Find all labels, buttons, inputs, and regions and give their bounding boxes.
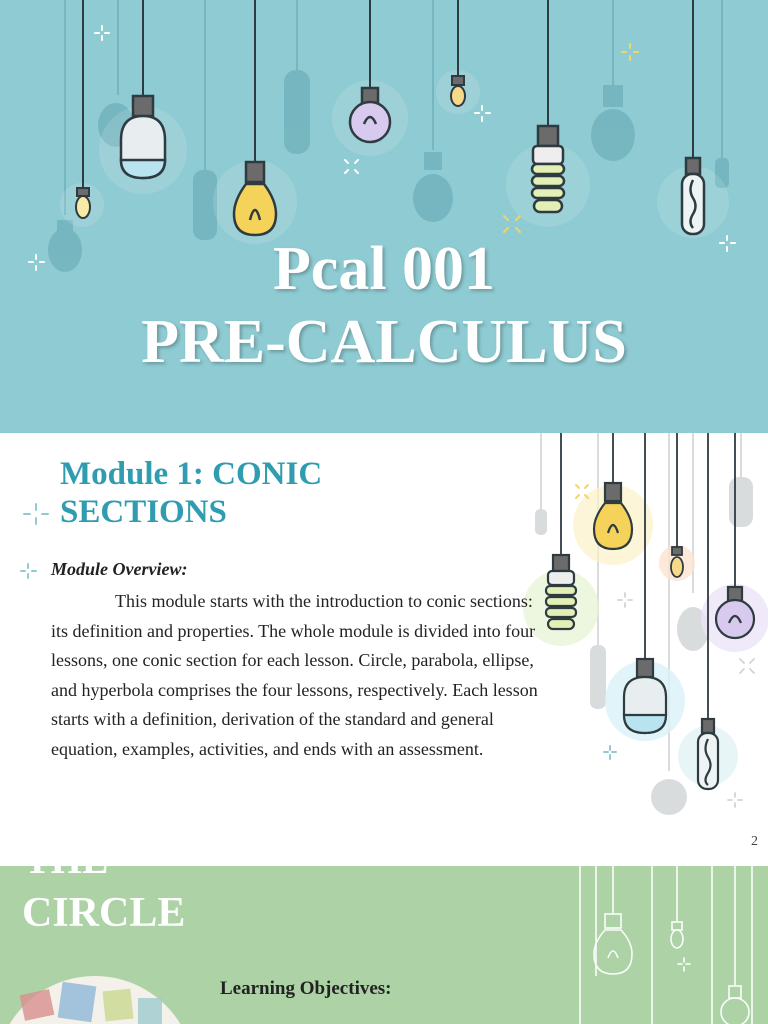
small-bulb-icon: [76, 188, 90, 218]
module-title: Module 1: CONIC SECTIONS: [60, 456, 323, 530]
module-overview-slide: [0, 433, 768, 865]
spiral-bulb-icon: [546, 555, 576, 629]
small-bulb-icon: [451, 76, 465, 106]
overview-heading: Module Overview:: [51, 559, 188, 579]
small-bulb-icon: [671, 547, 683, 577]
circle-lesson-slide: [0, 837, 768, 1024]
course-title: PRE-CALCULUS: [141, 308, 627, 376]
course-code: Pcal 001: [272, 235, 496, 303]
learning-objectives-heading: Learning Objectives:: [220, 978, 392, 999]
filament-bulb-icon: [698, 719, 718, 789]
spiral-bulb-icon: [532, 126, 564, 212]
title-slide: [0, 0, 768, 433]
page-number: 2: [751, 834, 758, 849]
filament-bulb-icon: [682, 158, 704, 234]
lesson-title-partial: THE: [24, 837, 109, 882]
overview-text: This module starts with the introduction to conic sections: its definition and properties. The whole module is divided into four lessons, one conic section for each lesson. Circle, parabola, ellipse, and hyperbola comprises the four lessons, respectively. Each lesson starts with a definition, derivation of the standard and general equation, examples, activities, and ends with an assessment.: [51, 591, 538, 759]
lesson-title: CIRCLE: [22, 890, 186, 936]
